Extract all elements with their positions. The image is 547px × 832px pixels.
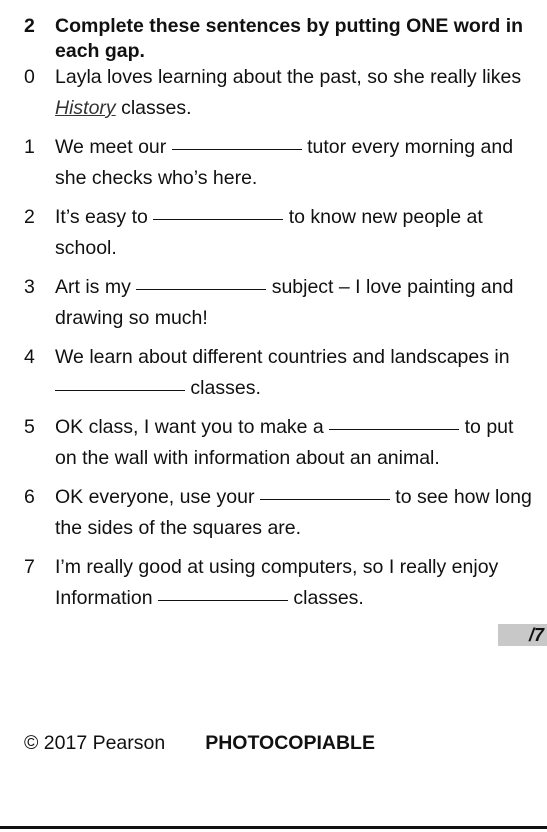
exercise-instruction: Complete these sentences by putting ONE word in each gap. [55,15,524,62]
item-text-after: to see how long the sides of the squares are. [55,486,532,539]
item-text-after: to put on the wall with information about an animal. [55,416,514,469]
item-number: 0 [24,66,35,88]
example-answer: History [55,97,116,119]
item-text-before: We meet our [55,136,167,158]
sentence-item-3 [24,272,539,334]
item-text-after: classes. [121,97,192,119]
answer-gap[interactable] [329,429,459,430]
sentence-item-6 [24,482,539,544]
item-text-after: tutor every morning and she checks who’s here. [55,136,514,189]
photocopiable-label: PHOTOCOPIABLE [205,732,375,754]
item-text-before: OK class, I want you to make a [55,416,324,438]
item-number: 4 [24,346,35,368]
item-text-before: It’s easy to [55,206,148,228]
footer [24,730,375,756]
item-text-before: OK everyone, use your [55,486,255,508]
answer-gap[interactable] [260,499,390,500]
item-number: 7 [24,556,35,578]
sentence-item-7 [24,552,539,614]
answer-gap[interactable] [55,390,185,391]
example-item [24,62,539,124]
item-number: 6 [24,486,35,508]
answer-gap[interactable] [136,289,266,290]
answer-gap[interactable] [153,219,283,220]
item-text-after: classes. [293,587,364,609]
score-box: /7 [498,624,547,646]
sentence-item-2 [24,202,539,264]
bottom-divider [0,826,547,829]
item-number: 2 [24,206,35,228]
item-number: 5 [24,416,35,438]
answer-gap[interactable] [172,149,302,150]
sentence-item-5 [24,412,539,474]
item-text-before: Art is my [55,276,131,298]
item-text-after: to know new people at school. [55,206,483,259]
sentence-item-1 [24,132,539,194]
exercise-heading [24,14,524,64]
sentence-item-4 [24,342,539,404]
item-number: 3 [24,276,35,298]
copyright-text: © 2017 Pearson [24,732,166,754]
item-text-before: Layla loves learning about the past, so she really likes [55,66,522,88]
item-text-before: We learn about different countries and landscapes in [55,346,510,368]
exercise-number: 2 [24,15,35,37]
item-number: 1 [24,136,35,158]
answer-gap[interactable] [158,600,288,601]
item-text-before: I’m really good at using computers, so I really enjoy Information [55,556,499,609]
item-text-after: subject – I love painting and drawing so much! [55,276,514,329]
item-text-after: classes. [190,377,261,399]
